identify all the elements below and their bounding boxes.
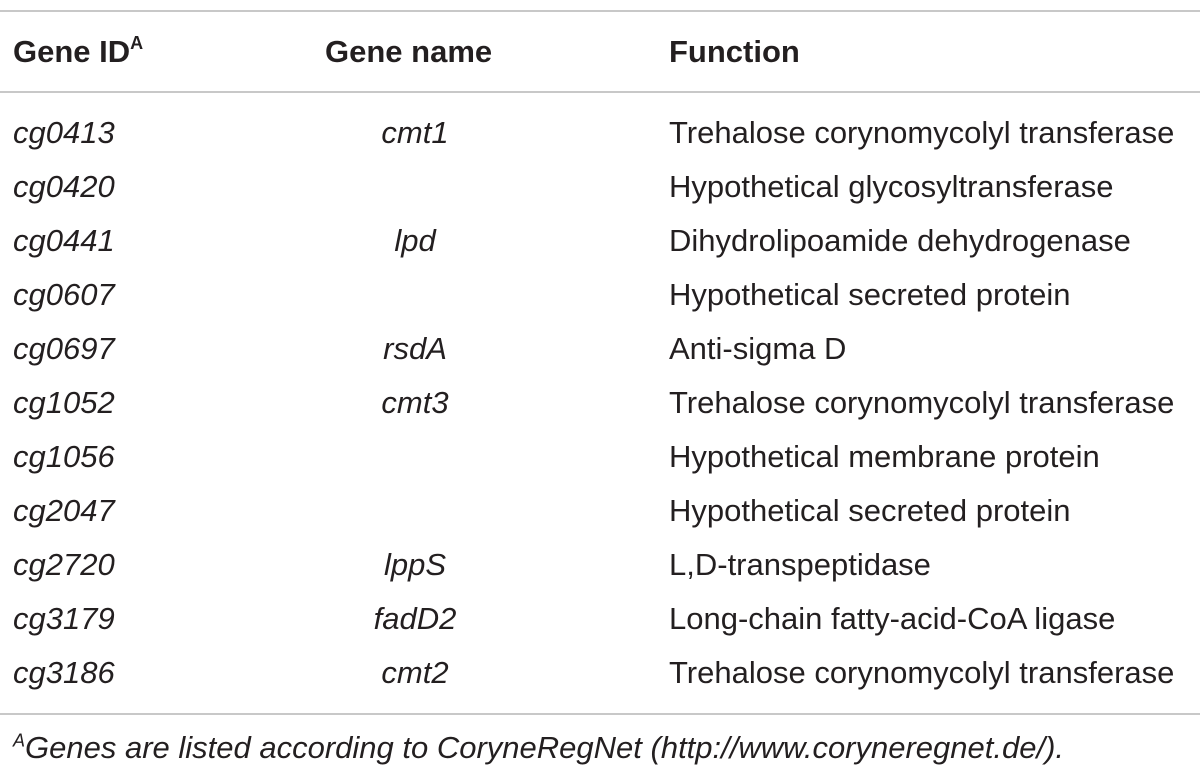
function-cell: Trehalose corynomycolyl transferase xyxy=(669,115,1175,150)
function-cell: Trehalose corynomycolyl transferase xyxy=(669,655,1175,690)
function-cell: Hypothetical secreted protein xyxy=(669,493,1071,528)
table-footnote xyxy=(13,726,1064,770)
header-gene-id-label: Gene ID xyxy=(13,34,131,69)
function-cell: Hypothetical membrane protein xyxy=(669,439,1100,474)
table-row xyxy=(0,216,1200,270)
table-row xyxy=(0,108,1200,162)
footnote-text: Genes are listed according to CoryneRegNet (http://www.coryneregnet.de/). xyxy=(25,730,1065,765)
header-gene-name: Gene name xyxy=(325,34,493,69)
table-row xyxy=(0,378,1200,432)
table-row xyxy=(0,162,1200,216)
header-function: Function xyxy=(669,34,800,69)
gene-id-cell: cg0607 xyxy=(13,277,115,312)
function-cell: Anti-sigma D xyxy=(669,331,847,366)
gene-id-cell: cg0441 xyxy=(13,223,115,258)
gene-id-cell: cg3179 xyxy=(13,601,115,636)
gene-name-cell: cmt3 xyxy=(381,385,449,420)
gene-id-cell: cg1056 xyxy=(13,439,115,474)
header-rule xyxy=(0,91,1200,93)
gene-name-cell: fadD2 xyxy=(373,601,457,636)
function-cell: Dihydrolipoamide dehydrogenase xyxy=(669,223,1131,258)
table-body xyxy=(0,108,1200,702)
table-row xyxy=(0,432,1200,486)
table-row xyxy=(0,324,1200,378)
function-cell: Trehalose corynomycolyl transferase xyxy=(669,385,1175,420)
gene-id-cell: cg0697 xyxy=(13,331,115,366)
header-gene-id-footnote-marker: A xyxy=(130,32,144,53)
function-cell: Hypothetical secreted protein xyxy=(669,277,1071,312)
gene-name-cell: lpd xyxy=(394,223,436,258)
gene-id-cell: cg2720 xyxy=(13,547,115,582)
table-row xyxy=(0,648,1200,702)
gene-name-cell: lppS xyxy=(383,547,447,582)
gene-id-cell: cg0420 xyxy=(13,169,115,204)
table-row xyxy=(0,594,1200,648)
gene-name-cell: cmt1 xyxy=(381,115,449,150)
gene-id-cell: cg2047 xyxy=(13,493,115,528)
function-cell: L,D-transpeptidase xyxy=(669,547,931,582)
footnote-marker: A xyxy=(13,730,26,751)
table-row xyxy=(0,486,1200,540)
gene-id-cell: cg1052 xyxy=(13,385,115,420)
header-gene-id xyxy=(13,30,143,74)
function-cell: Hypothetical glycosyltransferase xyxy=(669,169,1114,204)
table-row xyxy=(0,270,1200,324)
table-row xyxy=(0,540,1200,594)
gene-name-cell: cmt2 xyxy=(381,655,449,690)
gene-name-cell: rsdA xyxy=(383,331,447,366)
gene-id-cell: cg3186 xyxy=(13,655,115,690)
gene-id-cell: cg0413 xyxy=(13,115,115,150)
table-top-rule xyxy=(0,10,1200,12)
function-cell: Long-chain fatty-acid-CoA ligase xyxy=(669,601,1116,636)
table-bottom-rule xyxy=(0,713,1200,715)
